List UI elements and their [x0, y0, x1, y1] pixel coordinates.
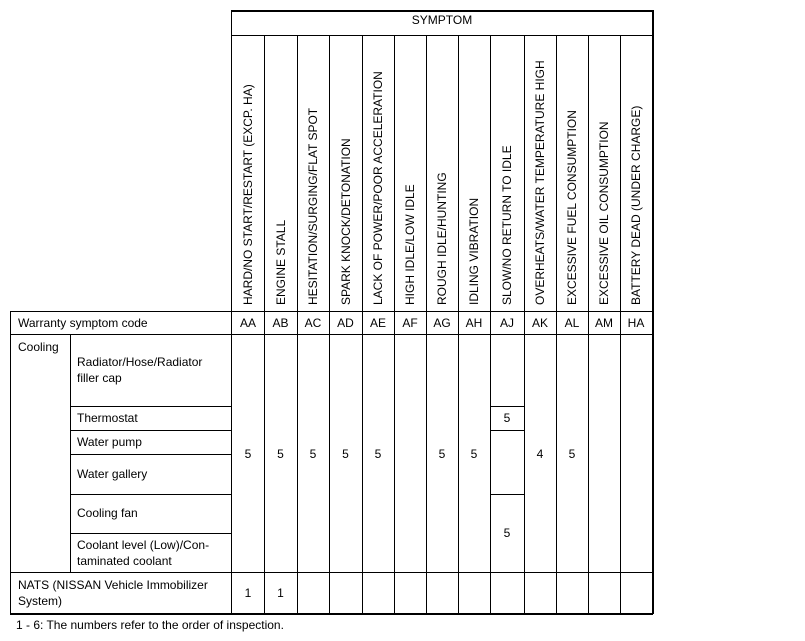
symptom-col-ah: IDLING VIBRATION — [467, 197, 481, 305]
grid-line — [524, 35, 525, 613]
grid-line — [490, 406, 524, 407]
grid-line — [329, 35, 330, 613]
nats-label: NATS (NISSAN Vehicle Immobilizer System) — [18, 578, 208, 608]
grid-line — [588, 35, 589, 613]
code-aj: AJ — [499, 316, 514, 330]
cooling-value-ad: 5 — [342, 447, 349, 461]
table-top-border — [231, 10, 653, 12]
grid-line — [394, 35, 395, 613]
cooling-value-al: 5 — [568, 447, 576, 461]
code-ad: AD — [337, 316, 354, 330]
grid-line — [490, 494, 524, 495]
aj-fan-coolant-value: 5 — [503, 526, 511, 540]
grid-line — [490, 35, 491, 613]
grid-line — [70, 454, 231, 455]
item-coolant-level: Coolant level (Low)/Con-taminated coolant — [77, 538, 210, 568]
table-right-border — [652, 10, 654, 614]
grid-line — [231, 10, 232, 614]
symptom-col-aa: HARD/NO START/RESTART (EXCP. HA) — [241, 84, 255, 305]
item-cooling-fan: Cooling fan — [77, 506, 138, 520]
symptom-col-ak: OVERHEATS/WATER TEMPERATURE HIGH — [533, 60, 547, 305]
symptom-col-ag: ROUGH IDLE/HUNTING — [435, 172, 449, 305]
item-radiator: Radiator/Hose/Radiator filler cap — [77, 355, 203, 385]
cooling-value-ae: 5 — [374, 447, 382, 461]
grid-line — [70, 430, 231, 431]
cooling-group-label: Cooling — [18, 340, 59, 354]
grid-line — [556, 35, 557, 613]
symptom-col-ac: HESITATION/SURGING/FLAT SPOT — [306, 107, 320, 305]
grid-line — [426, 35, 427, 613]
symptom-col-ab: ENGINE STALL — [274, 219, 288, 305]
symptom-col-am: EXCESSIVE OIL CONSUMPTION — [597, 121, 611, 305]
warranty-label: Warranty symptom code — [18, 316, 148, 330]
cooling-value-ag: 5 — [438, 447, 446, 461]
cooling-value-ah: 5 — [470, 447, 478, 461]
grid-line — [70, 494, 231, 495]
code-am: AM — [595, 316, 613, 330]
item-thermostat: Thermostat — [77, 411, 138, 425]
code-ac: AC — [304, 316, 322, 330]
grid-line — [362, 35, 363, 613]
symptom-header: SYMPTOM — [411, 13, 473, 27]
table-left-border — [10, 311, 11, 614]
item-water-pump: Water pump — [77, 435, 142, 449]
cooling-value-ac: 5 — [309, 447, 317, 461]
symptom-col-ae: LACK OF POWER/POOR ACCELERATION — [371, 71, 385, 305]
grid-line — [231, 35, 653, 36]
grid-line — [70, 533, 231, 534]
code-ae: AE — [369, 316, 386, 330]
nats-aa-value: 1 — [244, 586, 252, 600]
grid-line — [70, 406, 231, 407]
grid-line — [264, 35, 265, 613]
cooling-value-ak: 4 — [536, 447, 544, 461]
code-ha: HA — [627, 316, 645, 330]
symptom-col-af: HIGH IDLE/LOW IDLE — [403, 184, 417, 305]
code-af: AF — [402, 316, 418, 330]
item-water-gallery: Water gallery — [77, 467, 148, 481]
code-ah: AH — [465, 316, 483, 330]
grid-line — [458, 35, 459, 613]
grid-line — [490, 430, 524, 431]
aj-thermostat-value: 5 — [503, 411, 511, 425]
grid-line — [297, 35, 298, 613]
symptom-col-ha: BATTERY DEAD (UNDER CHARGE) — [629, 105, 643, 305]
cooling-value-aa: 5 — [244, 447, 252, 461]
code-ag: AG — [433, 316, 451, 330]
symptom-col-aj: SLOW/NO RETURN TO IDLE — [500, 145, 514, 305]
code-ak: AK — [531, 316, 548, 330]
symptom-col-al: EXCESSIVE FUEL CONSUMPTION — [565, 110, 579, 305]
code-aa: AA — [239, 316, 256, 330]
symptom-col-ad: SPARK KNOCK/DETONATION — [339, 138, 353, 305]
cooling-value-ab: 5 — [277, 447, 284, 461]
grid-line — [620, 35, 621, 613]
table-bottom-border — [10, 613, 653, 615]
code-ab: AB — [272, 316, 289, 330]
nats-ab-value: 1 — [277, 586, 284, 600]
grid-line — [70, 334, 71, 572]
footnote: 1 - 6: The numbers refer to the order of inspection. — [16, 618, 284, 632]
code-al: AL — [564, 316, 580, 330]
